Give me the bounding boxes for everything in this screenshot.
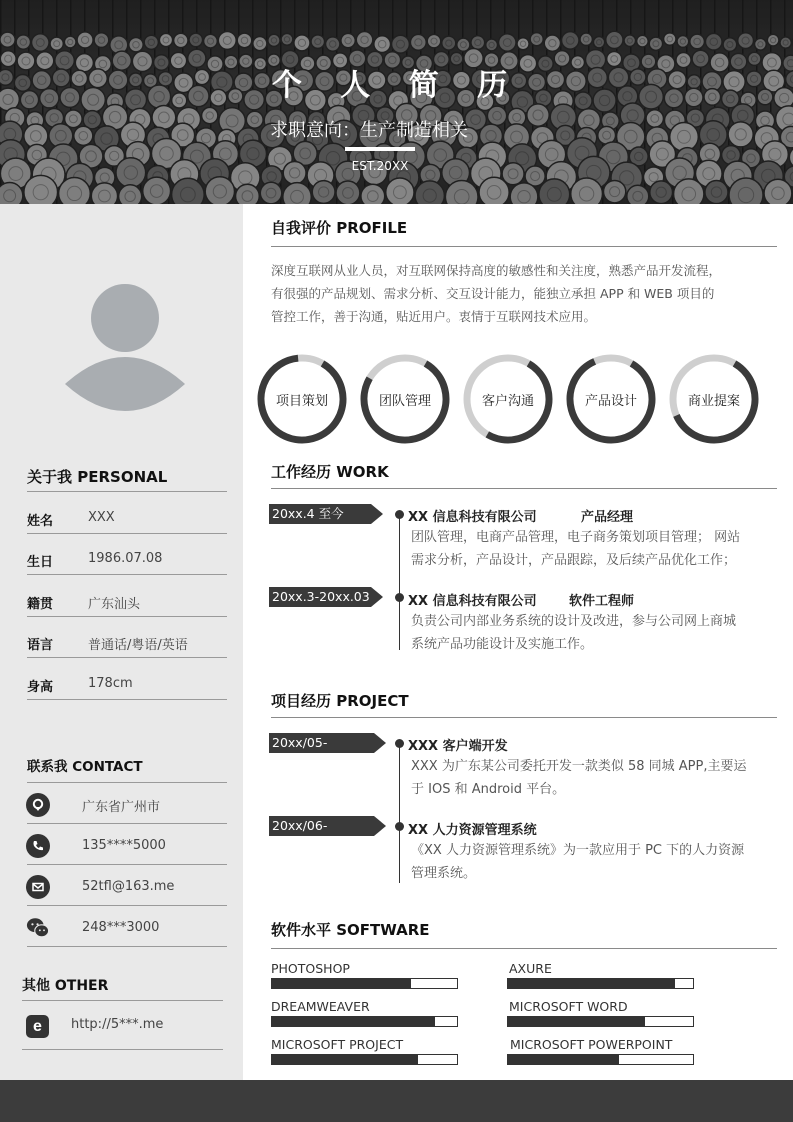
row-divider bbox=[27, 574, 227, 575]
phone-icon bbox=[26, 834, 50, 858]
software-heading: 软件水平 SOFTWARE bbox=[271, 921, 430, 939]
work-divider bbox=[271, 488, 777, 489]
about-heading: 关于我 PERSONAL bbox=[27, 468, 168, 486]
location-icon bbox=[26, 793, 50, 817]
skill-label: 商业提案 bbox=[687, 393, 740, 409]
timeline-dot bbox=[395, 739, 404, 748]
desc-line: 《XX 人力资源管理系统》为一款应用于 PC 下的人力资源 bbox=[411, 843, 745, 858]
period-tag-arrow bbox=[374, 816, 386, 836]
email-icon bbox=[26, 875, 50, 899]
period-tag: 20xx.4 至今 bbox=[269, 504, 371, 524]
period-tag-arrow bbox=[371, 587, 383, 607]
software-bar-fill bbox=[272, 1017, 435, 1026]
software-bar bbox=[507, 1016, 694, 1027]
est-label: EST.20XX bbox=[351, 159, 409, 173]
info-value-language: 普通话/粤语/英语 bbox=[88, 638, 188, 653]
header-banner bbox=[0, 0, 793, 204]
work-timeline bbox=[399, 514, 400, 650]
row-divider bbox=[27, 533, 227, 534]
info-label-hometown: 籍贯 bbox=[27, 597, 54, 612]
info-label-name: 姓名 bbox=[27, 514, 54, 529]
software-bar bbox=[271, 1016, 458, 1027]
work-description bbox=[411, 610, 751, 656]
row-divider bbox=[27, 823, 227, 824]
work-role: 产品经理 bbox=[581, 510, 634, 525]
website-link[interactable]: http://5***.me bbox=[71, 1017, 164, 1032]
job-objective: 求职意向：生产制造相关 bbox=[270, 120, 468, 141]
row-divider bbox=[27, 699, 227, 700]
software-name: MICROSOFT WORD bbox=[509, 999, 628, 1014]
period-tag: 20xx/05-20xx/11 bbox=[269, 733, 374, 753]
software-bar bbox=[271, 978, 458, 989]
info-value-hometown: 广东汕头 bbox=[88, 597, 141, 612]
contact-divider bbox=[27, 782, 227, 783]
info-label-birthday: 生日 bbox=[27, 555, 54, 570]
contact-wechat: 248***3000 bbox=[82, 920, 160, 935]
timeline-dot bbox=[395, 822, 404, 831]
row-divider bbox=[27, 905, 227, 906]
desc-line: 负责公司内部业务系统的设计及改进，参与公司网上商城 bbox=[411, 614, 737, 629]
title-underline bbox=[345, 147, 415, 151]
software-name: MICROSOFT POWERPOINT bbox=[510, 1037, 673, 1052]
desc-line: 系统产品功能设计及实施工作。 bbox=[411, 637, 594, 652]
row-divider bbox=[22, 1049, 223, 1050]
work-role: 软件工程师 bbox=[569, 594, 635, 609]
info-label-language: 语言 bbox=[27, 638, 54, 653]
software-bar-fill bbox=[272, 1055, 418, 1064]
profile-line: 深度互联网从业人员，对互联网保持高度的敏感性和关注度，熟悉产品开发流程， bbox=[271, 263, 722, 278]
info-value-birthday: 1986.07.08 bbox=[88, 551, 163, 566]
period-tag-arrow bbox=[371, 504, 383, 524]
desc-line: 需求分析，产品设计，产品跟踪，及后续产品优化工作； bbox=[411, 553, 737, 568]
software-bar-fill bbox=[272, 979, 411, 988]
skill-label: 产品设计 bbox=[584, 393, 637, 409]
software-bar-fill bbox=[508, 1055, 619, 1064]
work-company: XX 信息科技有限公司 bbox=[408, 594, 537, 609]
software-name: PHOTOSHOP bbox=[271, 961, 350, 976]
desc-line: 管理系统。 bbox=[411, 866, 477, 881]
period-tag: 20xx.3-20xx.03 bbox=[269, 587, 371, 607]
skill-label: 客户沟通 bbox=[481, 393, 534, 409]
wechat-icon bbox=[26, 916, 50, 940]
project-divider bbox=[271, 717, 777, 718]
info-value-height: 178cm bbox=[88, 676, 133, 691]
resume-title: 个 人 简 历 bbox=[271, 68, 522, 103]
other-heading: 其他 OTHER bbox=[22, 978, 109, 994]
contact-location: 广东省广州市 bbox=[82, 800, 161, 815]
software-bar bbox=[507, 978, 694, 989]
about-divider bbox=[27, 491, 227, 492]
footer-bar bbox=[0, 1080, 793, 1122]
software-name: DREAMWEAVER bbox=[271, 999, 370, 1014]
contact-heading: 联系我 CONTACT bbox=[27, 759, 143, 775]
software-bar-fill bbox=[508, 979, 675, 988]
software-bar-fill bbox=[508, 1017, 645, 1026]
timeline-dot bbox=[395, 593, 404, 602]
avatar-placeholder-icon bbox=[63, 278, 187, 412]
row-divider bbox=[27, 864, 227, 865]
project-name: XXX 客户端开发 bbox=[408, 739, 508, 754]
software-divider bbox=[271, 948, 777, 949]
work-description bbox=[411, 526, 751, 572]
other-divider bbox=[22, 1000, 223, 1001]
period-tag: 20xx/06-20xx/12 bbox=[269, 816, 374, 836]
work-heading: 工作经历 WORK bbox=[271, 463, 389, 481]
software-bar bbox=[507, 1054, 694, 1065]
row-divider bbox=[27, 616, 227, 617]
sidebar bbox=[0, 204, 243, 1080]
work-company: XX 信息科技有限公司 bbox=[408, 510, 537, 525]
desc-line: XXX 为广东某公司委托开发一款类似 58 同城 APP,主要运 bbox=[411, 759, 747, 774]
project-heading: 项目经历 PROJECT bbox=[271, 692, 409, 710]
profile-heading: 自我评价 PROFILE bbox=[271, 219, 408, 237]
project-timeline bbox=[399, 743, 400, 883]
skill-label: 团队管理 bbox=[378, 393, 431, 409]
contact-email: 52tfl@163.me bbox=[82, 879, 175, 894]
software-name: AXURE bbox=[509, 961, 552, 976]
software-name: MICROSOFT PROJECT bbox=[271, 1037, 404, 1052]
software-bar bbox=[271, 1054, 458, 1065]
info-label-height: 身高 bbox=[27, 680, 54, 695]
skill-label: 项目策划 bbox=[275, 393, 328, 409]
info-value-name: XXX bbox=[88, 510, 115, 525]
contact-phone: 135****5000 bbox=[82, 838, 166, 853]
timeline-dot bbox=[395, 510, 404, 519]
row-divider bbox=[27, 946, 227, 947]
period-tag-arrow bbox=[374, 733, 386, 753]
project-description bbox=[411, 755, 751, 801]
profile-line: 有很强的产品规划、需求分析、交互设计能力，能独立承担 APP 和 WEB 项目的 bbox=[271, 286, 715, 301]
project-name: XX 人力资源管理系统 bbox=[408, 823, 537, 838]
profile-line: 管控工作，善于沟通，贴近用户。衷情于互联网技术应用。 bbox=[271, 309, 597, 324]
profile-text bbox=[271, 259, 761, 328]
browser-icon: e bbox=[26, 1015, 49, 1038]
desc-line: 于 IOS 和 Android 平台。 bbox=[411, 782, 566, 797]
row-divider bbox=[27, 657, 227, 658]
project-description bbox=[411, 839, 751, 885]
desc-line: 团队管理，电商产品管理，电子商务策划项目管理； 网站 bbox=[411, 530, 741, 545]
profile-divider bbox=[271, 246, 777, 247]
